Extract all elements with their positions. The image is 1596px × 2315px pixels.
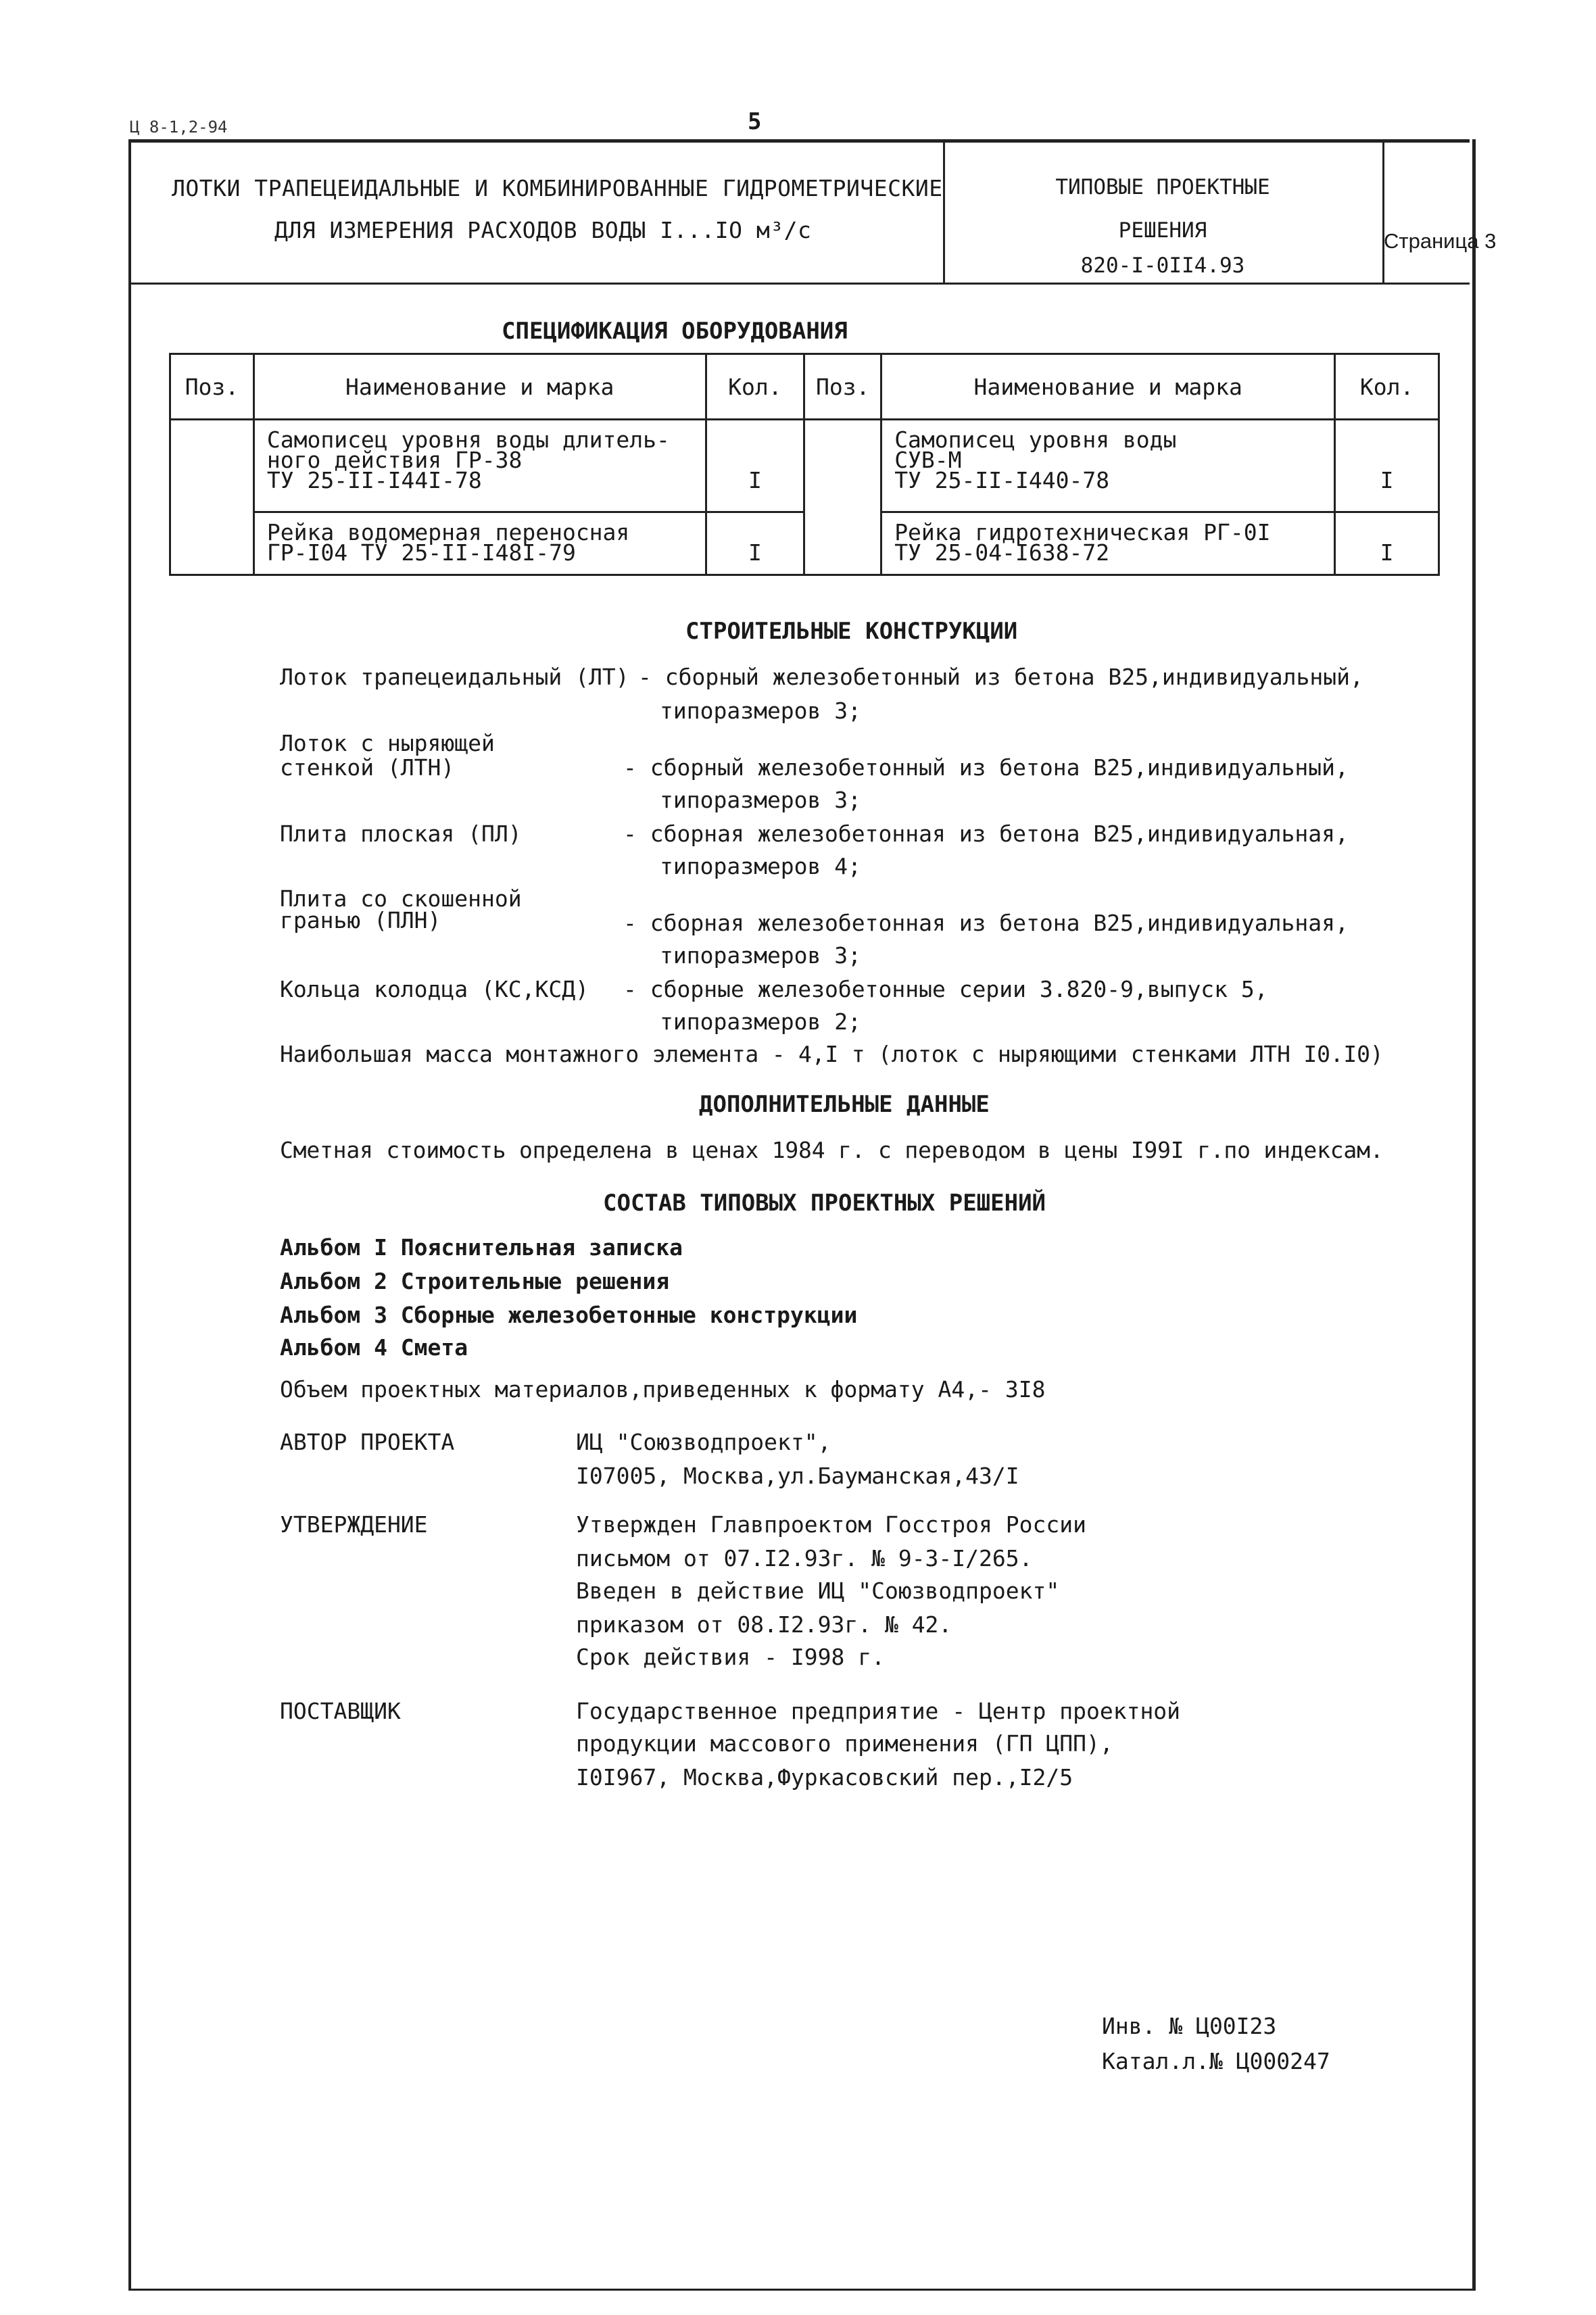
table-row [170,420,1439,512]
construction-item-desc: - сборная железобетонная из бетона В25,индивидуальная, [623,821,1349,847]
supplier-line: I0I967, Москва,Фуркасовский пер.,I2/5 [576,1764,1073,1790]
construction-item-desc: - сборный железобетонный из бетона В25,индивидуальный, [638,664,1363,690]
construction-item-name: Плита со скошенной [280,885,522,912]
document-title-line1: ЛОТКИ ТРАПЕЦЕИДАЛЬНЫЕ И КОМБИНИРОВАННЫЕ ГИДРОМЕТРИЧЕСКИЕ [172,175,943,201]
author-line: I07005, Москва,ул.Бауманская,43/I [576,1463,1019,1489]
construction-item-name: Лоток трапецеидальный (ЛТ) [280,664,629,690]
page-cell [1382,143,1470,283]
approval-line: Срок действия - I998 г. [576,1644,885,1670]
spec-title: СПЕЦИФИКАЦИЯ ОБОРУДОВАНИЯ [502,318,848,345]
construction-item-desc: типоразмеров 3; [660,698,862,724]
table-cell [170,420,254,575]
construction-item-name: Плита плоская (ПЛ) [280,821,522,847]
volume-note: Объем проектных материалов,приведенных к формату А4,- 3I8 [280,1376,1046,1403]
inventory-number: Инв. № Ц00I23 [1102,2013,1277,2039]
type-label-line2: РЕШЕНИЯ [1118,218,1207,243]
construction-item-desc: типоразмеров 3; [660,942,862,969]
construction-item-name: Кольца колодца (КС,КСД) [280,976,589,1002]
table-cell: Рейка гидротехническая РГ-0I ТУ 25-04-I638-72 [881,512,1335,575]
supplier-line: Государственное предприятие - Центр проектной [576,1698,1181,1724]
author-label: АВТОР ПРОЕКТА [280,1429,455,1455]
constructions-title: СТРОИТЕЛЬНЫЕ КОНСТРУКЦИИ [685,618,1018,645]
construction-item-name: гранью (ПЛН) [280,907,441,933]
column-header: Кол. [706,354,804,420]
equipment-spec-table [169,353,1440,576]
approval-label: УТВЕРЖДЕНИЕ [280,1511,428,1538]
column-header: Наименование и марка [881,354,1335,420]
album-item: Альбом I Пояснительная записка [280,1234,683,1261]
approval-line: Введен в действие ИЦ "Союзводпроект" [576,1578,1060,1604]
approval-line: Утвержден Главпроектом Госстроя России [576,1511,1086,1538]
column-header: Кол. [1335,354,1439,420]
type-cell [943,143,1384,283]
supplier-label: ПОСТАВЩИК [280,1698,401,1724]
table-cell: I [1335,420,1439,512]
composition-title: СОСТАВ ТИПОВЫХ ПРОЕКТНЫХ РЕШЕНИЙ [603,1190,1046,1217]
additional-title: ДОПОЛНИТЕЛЬНЫЕ ДАННЫЕ [699,1091,990,1118]
approval-line: письмом от 07.I2.93г. № 9-3-I/265. [576,1545,1033,1571]
table-cell: Самописец уровня воды СУВ-М ТУ 25-II-I440-78 [881,420,1335,512]
album-item: Альбом 4 Смета [280,1334,468,1361]
supplier-line: продукции массового применения (ГП ЦПП), [576,1730,1113,1757]
construction-item-name: Лоток с ныряющей [280,730,495,756]
max-mass-note: Наибольшая масса монтажного элемента - 4,I т (лоток с ныряющими стенками ЛТН I0.I0) [280,1041,1384,1067]
page-label: Страница 3 [1384,229,1497,253]
table-header-row [170,354,1439,420]
table-cell [804,420,881,575]
column-header: Поз. [170,354,254,420]
construction-item-desc: - сборная железобетонная из бетона В25,индивидуальная, [623,910,1349,936]
construction-item-desc: - сборные железобетонные серии 3.820-9,выпуск 5, [623,976,1268,1002]
approval-line: приказом от 08.I2.93г. № 42. [576,1611,952,1638]
project-code: 820-I-0II4.93 [1080,253,1245,278]
catalog-number: Катал.л.№ Ц000247 [1102,2048,1330,2074]
document-code: Ц 8-1,2-94 [130,118,228,137]
column-header: Поз. [804,354,881,420]
cost-note: Сметная стоимость определена в ценах 1984 г. с переводом в цены I99I г.по индексам. [280,1137,1384,1163]
column-header: Наименование и марка [253,354,706,420]
construction-item-desc: - сборный железобетонный из бетона В25,индивидуальный, [623,754,1349,781]
table-cell: I [706,420,804,512]
album-item: Альбом 2 Строительные решения [280,1268,670,1294]
table-cell: Рейка водомерная переносная ГР-I04 ТУ 25-II-I48I-79 [253,512,706,575]
construction-item-name: стенкой (ЛТН) [280,754,455,781]
document-title-line2: ДЛЯ ИЗМЕРЕНИЯ РАСХОДОВ ВОДЫ I...IO м³/с [274,217,812,243]
title-block [128,139,1497,285]
construction-item-desc: типоразмеров 4; [660,853,862,879]
construction-item-desc: типоразмеров 3; [660,787,862,813]
page-number: 5 [748,108,762,135]
table-cell: I [706,512,804,575]
author-line: ИЦ "Союзводпроект", [576,1429,831,1455]
type-label-line1: ТИПОВЫЕ ПРОЕКТНЫЕ [1055,175,1270,199]
title-cell [128,143,945,283]
table-cell: I [1335,512,1439,575]
construction-item-desc: типоразмеров 2; [660,1008,862,1035]
table-cell: Самописец уровня воды длитель- ного действия ГР-38 ТУ 25-II-I44I-78 [253,420,706,512]
album-item: Альбом 3 Сборные железобетонные конструкции [280,1302,858,1328]
